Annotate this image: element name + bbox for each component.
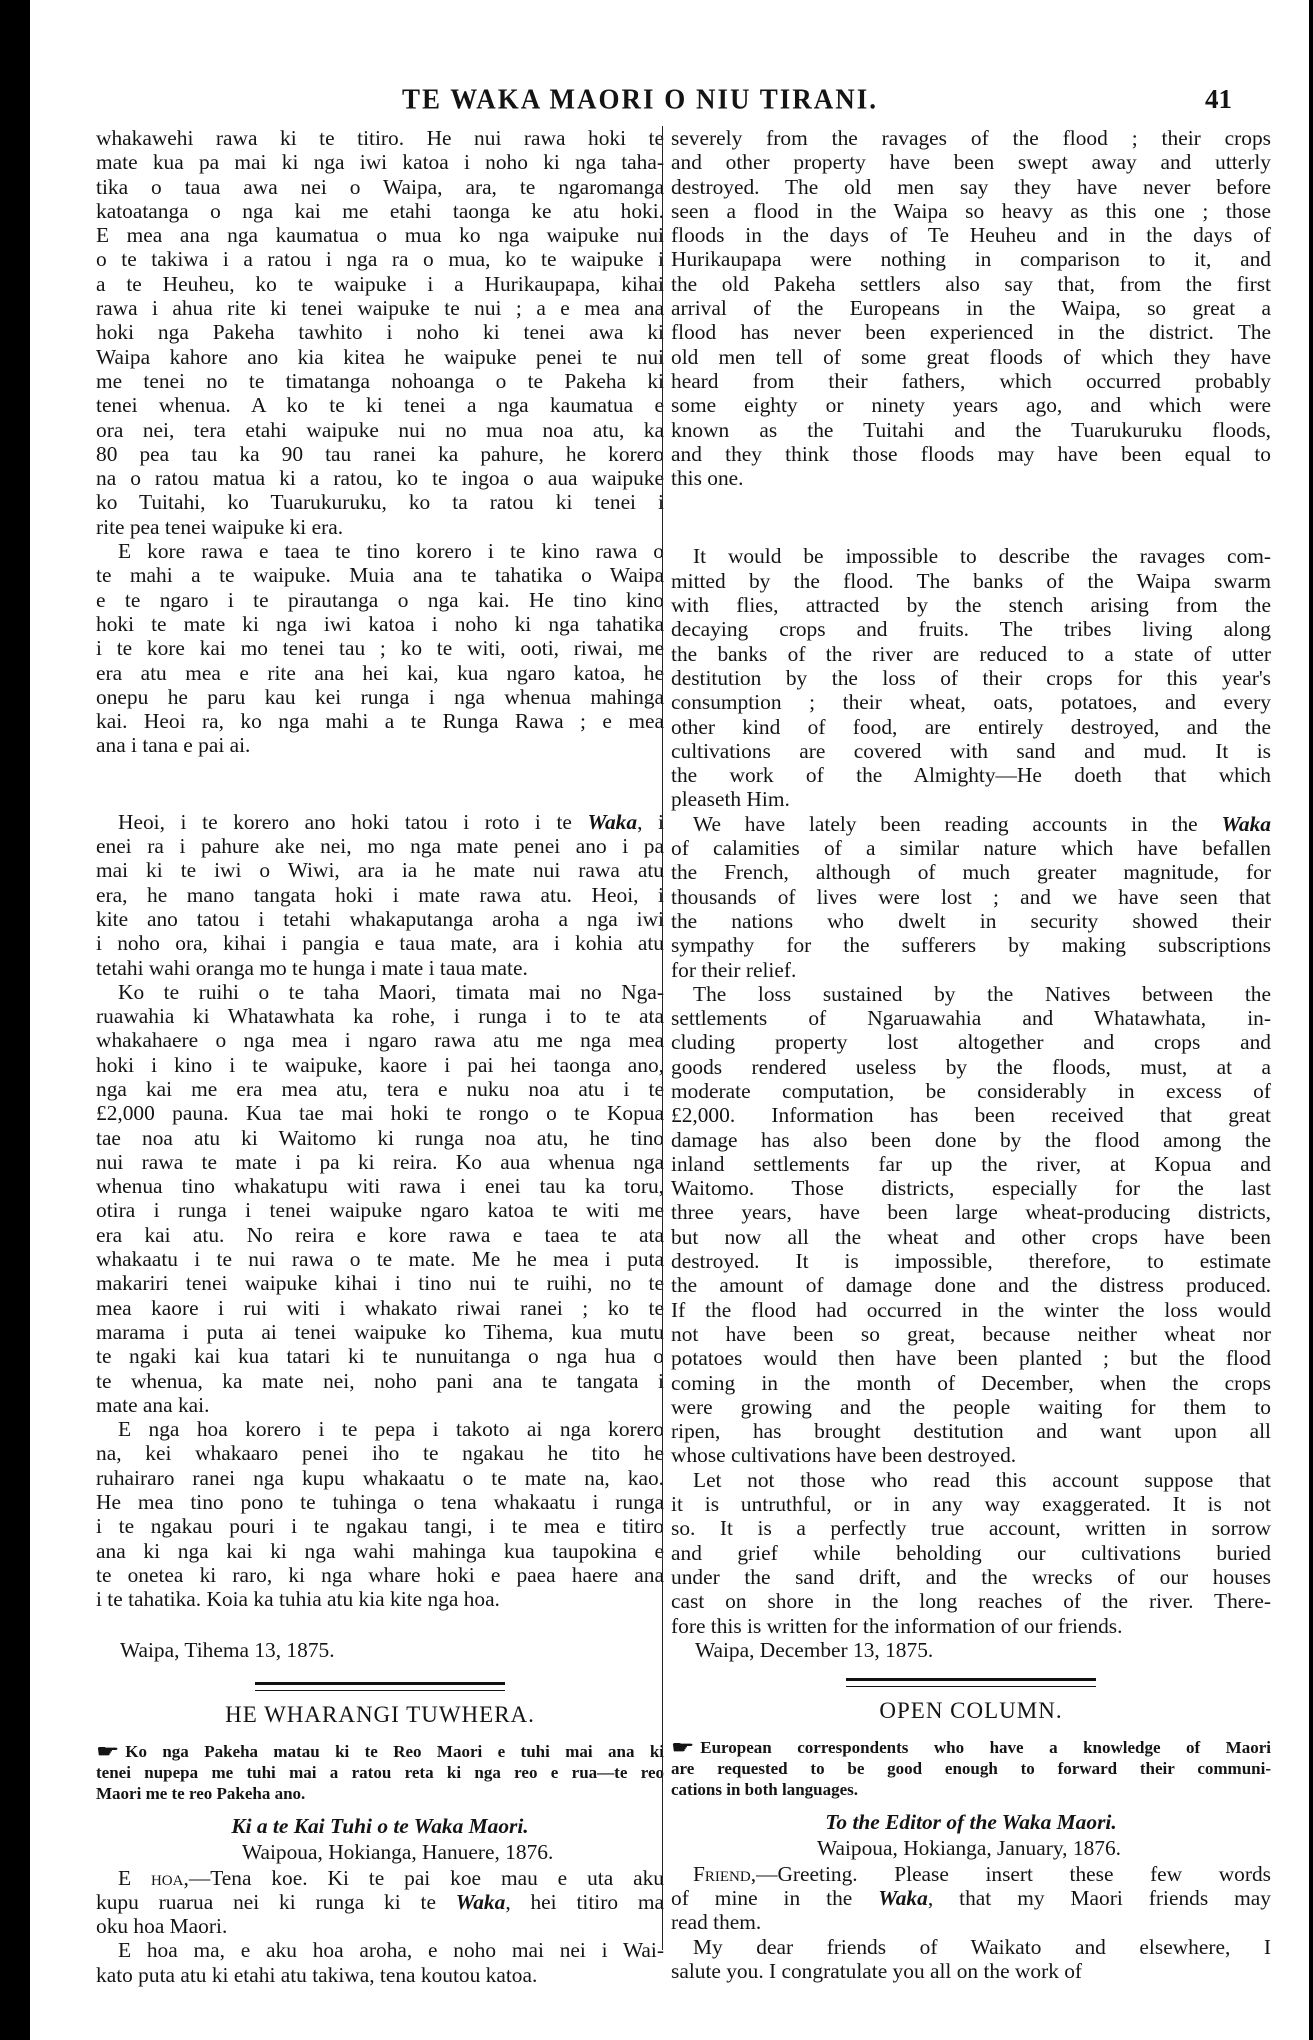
letter-address: To the Editor of the Waka Maori. [825,1809,1117,1834]
text-line: goods rendered useless by the floods, must, at a [671,1054,1271,1079]
text-line: some eighty or ninety years ago, and which were [671,393,1271,418]
text-line: so. It is a perfectly true account, written in sorrow [671,1516,1271,1541]
text-line: old men tell of some great floods of which they have [671,344,1271,369]
letter-line: E hoa,—Tena koe. Ki te pai koe mau e uta aku [118,1865,664,1890]
text-line: nui rawa te mate i pa ki reira. Ko aua whenua nga [96,1149,664,1174]
text-line: mitted by the flood. The banks of the Waipa swarm [671,568,1271,593]
notice: ☛ Ko nga Pakeha matau ki te Reo Maori e tuhi mai ana ki tenei nupepa me tuhi mai a ratou reta ki nga reo e rua—te reo Maori me te reo Pakeha ano. [96,1741,664,1803]
text-line: of calamities of a similar nature which have befallen [671,836,1271,861]
text-line: onepu he paru kau kei runga i nga whenua mahinga [96,684,664,709]
text-line: 80 pea tau ka 90 tau ranei ka pahure, he korero [96,441,664,466]
text-line: for their relief. [671,957,797,982]
text-line: E nga hoa korero i te pepa i takoto ai nga korero [118,1417,664,1442]
text-line: whakawehi rawa ki te titiro. He nui rawa hoki te [96,126,664,150]
text-line: te whenua, ka mate nei, noho pani ana te tangata i [96,1368,664,1393]
waka-italic: Waka [878,1886,928,1911]
text-line: mate kua pa mai ki nga iwi katoa i noho ki nga taha- [96,150,664,175]
text-line: pleaseth Him. [671,787,790,812]
letter-line: kupu ruarua nei ki runga ki te Waka, hei titiro ma [96,1889,664,1914]
text-line: It would be impossible to describe the ravages com- [693,544,1271,569]
text-line: seen a flood in the Waipa so heavy as this one ; those [671,198,1271,223]
signoff: Waipa, Tihema 13, 1875. [120,1637,335,1662]
text-line: settlements of Ngaruawahia and Whatawhata, in- [671,1006,1271,1031]
text-line: tetahi wahi oranga mo te hunga i mate i taua mate. [96,955,528,980]
text-line: a te Heuheu, ko te waipuke i a Hurikaupapa, kihai [96,271,664,296]
text-line: tenei whenua. A ko te ki tenei a nga kaumatua e [96,393,664,418]
text-line: hoki te mate ki nga iwi katoa i noho ki nga tahatika [96,611,664,636]
text-line: and they think those floods may have been equal to [671,441,1271,466]
text-line: Let not those who read this account suppose that [693,1467,1271,1492]
text-line: mea kaore i rui witi i whakato riwai ranei ; ko te [96,1295,664,1320]
text-line: with flies, attracted by the stench arising from the [671,593,1271,618]
text-line: Waitomo. Those districts, especially for the last [671,1176,1271,1201]
text-line: Waipa kahore ano kia kitea he waipuke penei te nui [96,344,664,369]
text-line: ana i tana e pai ai. [96,733,251,758]
text-line: the old Pakeha settlers also say that, from the first [671,271,1271,296]
text-line: cluding property lost altogether and crops and [671,1030,1271,1055]
text-line: coming in the month of December, when the crops [671,1370,1271,1395]
text-line: e te ngaro i te pirautanga o nga kai. He tino kino [96,587,664,612]
text-line: salute you. I congratulate you all on the work of [671,1959,1083,1983]
section-heading: HE WHARANGI TUWHERA. [225,1701,535,1727]
text-line: severely from the ravages of the flood ; their crops [671,126,1271,150]
spacer [96,758,664,810]
text-line: the work of the Almighty—He doeth that which [671,763,1271,788]
spacer [671,490,1271,544]
text-line: ana ki nga kai ki nga wahi mahinga kua taupokina e [96,1538,664,1563]
text-line: it is untruthful, or in any way exaggerated. It is not [671,1492,1271,1517]
text-line: moderate computation, be considerably in excess of [671,1078,1271,1103]
text-line: na o ratou matua ki a ratou, ko te ingoa o aua waipuke [96,466,664,491]
text-line: era atu mea e rite ana hei kai, kua ngaro katoa, he [96,660,664,685]
text-line: makariri tenei waipuke kihai i tino nui te ruihi, no te [96,1271,664,1296]
page-number: 41 [1205,84,1232,114]
text-line: and other property have been swept away and utterly [671,150,1271,175]
text-line: heard from their fathers, which occurred probably [671,368,1271,393]
text-line: other kind of food, are entirely destroyed, and the [671,714,1271,739]
text-line: damage has also been done by the flood among the [671,1127,1271,1152]
text-line: i te ngakau pouri i te ngakau tangi, i te mea e titiro [96,1514,664,1539]
signoff: Waipa, December 13, 1875. [695,1637,934,1662]
text-line: tae noa atu ki Waitomo ki runga noa atu, he tino [96,1125,664,1150]
paragraph-first-line: We have lately been reading accounts in the Waka [693,811,1271,836]
text-line: £2,000. Information has been received that great [671,1103,1271,1128]
text-line: te ngaki kai kua tatari ki te nunuitanga o nga hua o [96,1344,664,1369]
letter-line: read them. [671,1910,762,1935]
text-line: katoatanga o nga kai me etahi taonga ke atu hoki. [96,198,664,223]
waka-italic: Waka [1221,811,1271,836]
pointing-hand-icon: ☛ [671,1737,695,1757]
letter-line: of mine in the Waka, that my Maori friends may [671,1886,1271,1911]
text-line: under the sand drift, and the wrecks of our houses [671,1564,1271,1589]
english-column [662,126,1271,1983]
text-line: this one. [671,466,744,491]
text-line: te onetea ki raro, ki nga whare hoki e paea haere ana [96,1562,664,1587]
text-line: cast on shore in the long reaches of the river. There- [671,1589,1271,1614]
text-line: £2,000 pauna. Kua tae mai hoki te rongo o te Kopua [96,1101,664,1126]
letter-dateline: Waipoua, Hokianga, January, 1876. [817,1835,1122,1860]
paragraph [96,1938,664,1987]
text-line: rawa i ahua rite ki tenei waipuke te nui ; a e mea ana [96,296,664,321]
text-line: flood has never been experienced in the district. The [671,320,1271,345]
paragraph [671,126,1271,490]
text-line: If the flood had occurred in the winter the loss would [671,1297,1271,1322]
letter-dateline: Waipoua, Hokianga, Hanuere, 1876. [242,1839,554,1864]
letter-line: Friend,—Greeting. Please insert these few words [693,1861,1271,1886]
text-line: era kai atu. No reira e kore rawa e taea te ata [96,1222,664,1247]
text-line: whenua tino whakatupu witi rawa i enei tau ka toru, [96,1174,664,1199]
text-line: potatoes would then have been planted ; but the flood [671,1346,1271,1371]
notice: ☛ European correspondents who have a knowledge of Maori are requested to be good enough to forward their communi- cations in both languages. [671,1737,1271,1799]
text-line: me tenei no te timatanga nohoanga o te Pakeha ki [96,368,664,393]
spacer [96,1612,664,1638]
text-line: arrival of the Europeans in the Waipa, so great a [671,296,1271,321]
newspaper-page [30,0,1309,2040]
paragraph [96,539,664,758]
maori-column [96,126,664,1987]
text-line: sympathy for the sufferers by making subscriptions [671,933,1271,958]
text-line: hoki i kino i te waipuke, kaore i pai hei taonga ano, [96,1052,664,1077]
text-line: tika o taua awa nei o Waipa, ara, te ngaromanga [96,174,664,199]
text-line: known as the Tuitahi and the Tuarukuruku floods, [671,417,1271,442]
text-line: kai. Heoi ra, ko nga mahi a te Runga Rawa ; e mea [96,709,664,734]
text-line: hoki nga Pakeha tawhito i noho ki tenei awa ki [96,320,664,345]
paragraph [671,544,1271,811]
text-line: The loss sustained by the Natives between the [693,981,1271,1006]
paragraph [671,836,1271,982]
paragraph [671,1935,1271,1984]
paragraph [96,834,664,980]
text-line: kite ano tatou i tetahi whakaputanga aroha a nga iwi [96,906,664,931]
text-line: Ko te ruihi o te taha Maori, timata mai no Nga- [118,979,664,1004]
text-line: three years, have been large wheat-producing districts, [671,1200,1271,1225]
paragraph [96,1417,664,1611]
text-line: Hurikaupapa were nothing in comparison to it, and [671,247,1271,272]
text-line: mai ki te iwi o Wiwi, ara ia he mate nui rawa atu [96,858,664,883]
letter-address: Ki a te Kai Tuhi o te Waka Maori. [231,1813,529,1838]
paragraph-first-line: Heoi, i te korero ano hoki tatou i roto i te Waka, i [118,809,664,834]
text-line: ripen, has brought destitution and want upon all [671,1419,1271,1444]
text-line: destitution by the loss of their crops for this year's [671,665,1271,690]
text-line: and grief while beholding our cultivations buried [671,1540,1271,1565]
paragraph [96,126,664,539]
text-line: i te tahatika. Koia ka tuhia atu kia kite nga hoa. [96,1587,500,1612]
text-line: mate ana kai. [96,1392,210,1417]
masthead [30,84,1309,114]
text-line: whakahaere o nga mea i ngaro rawa atu me nga mea [96,1028,664,1053]
text-line: inland settlements far up the river, at Kopua and [671,1151,1271,1176]
waka-italic: Waka [455,1889,506,1914]
text-line: marama i puta ai tenei waipuke ko Tihema, kua mutu [96,1319,664,1344]
text-line: consumption ; their wheat, oats, potatoes, and every [671,690,1271,715]
double-rule-divider [846,1678,1096,1687]
salutation: E hoa, [118,1865,189,1890]
text-line: whose cultivations have been destroyed. [671,1443,1017,1468]
text-line: nga kai me era mea atu, tera e nuku noa atu i te [96,1076,664,1101]
text-line: era, he mano tangata hoki i mate rawa atu. Heoi, i [96,882,664,907]
text-line: ko Tuitahi, ko Tuarukuruku, ko ta ratou ki tenei i [96,490,664,515]
pointing-hand-icon: ☛ [96,1741,120,1761]
text-line: destroyed. It is impossible, therefore, to estimate [671,1249,1271,1274]
text-line: cultivations are covered with sand and mud. It is [671,738,1271,763]
text-line: decaying crops and fruits. The tribes living along [671,617,1271,642]
text-line: were growing and the people waiting for them to [671,1394,1271,1419]
paragraph [96,980,664,1417]
text-line: fore this is written for the information of our friends. [671,1613,1123,1638]
salutation: Friend, [693,1861,757,1886]
text-line: rite pea tenei waipuke ki era. [96,514,344,539]
double-rule-divider [255,1682,505,1691]
text-line: not have been so great, because neither wheat nor [671,1321,1271,1346]
text-line: E mea ana nga kaumatua o mua ko nga waipuke nui [96,223,664,248]
text-line: the amount of damage done and the distress produced. [671,1273,1271,1298]
text-line: the nations who dwelt in security showed their [671,908,1271,933]
text-line: te mahi a te waipuke. Muia ana te tahatika o Waipa [96,563,664,588]
text-line: whakaatu i te nui rawa o te mate. Me he mea i puta [96,1247,664,1272]
text-line: the French, although of much greater magnitude, for [671,860,1271,885]
section-heading: OPEN COLUMN. [879,1697,1063,1723]
text-line: E kore rawa e taea te tino korero i te kino rawa o [118,539,664,564]
text-line: but now all the wheat and other crops have been [671,1224,1271,1249]
text-line: otira i runga i tenei waipuke ngaro katoa te witi me [96,1198,664,1223]
newspaper-title: TE WAKA MAORI O NIU TIRANI. [401,83,879,115]
text-line: floods in the days of Te Heuheu and in the days of [671,223,1271,248]
text-line: na, kei whakaaro penei iho te ngakau he tito he [96,1441,664,1466]
text-line: My dear friends of Waikato and elsewhere, I [693,1934,1271,1959]
text-line: enei ra i pahure ake nei, mo nga mate penei ano i pa [96,834,664,859]
waka-italic: Waka [587,809,638,834]
paragraph [671,1468,1271,1638]
text-line: o te takiwa i a ratou i nga ra o mua, ko te waipuke i [96,247,664,272]
text-line: ruawahia ki Whatawhata ka rohe, i runga i to te ata [96,1004,664,1029]
text-line: i noho ora, kihai i pangia e taua mate, ara i kohia atu [96,931,664,956]
text-line: He mea tino pono te tuhinga o tena whakaatu i runga [96,1490,664,1515]
paragraph [671,982,1271,1468]
text-line: thousands of lives were lost ; and we have seen that [671,884,1271,909]
text-line: ora nei, tera etahi waipuke nui no mua noa atu, ka [96,417,664,442]
text-line: kato puta atu ki etahi atu takiwa, tena koutou katoa. [96,1962,538,1987]
text-line: the banks of the river are reduced to a state of utter [671,641,1271,666]
text-line: i te kore kai mo tenei tau ; ko te witi, ooti, riwai, me [96,636,664,661]
text-line: destroyed. The old men say they have never before [671,174,1271,199]
letter-line: oku hoa Maori. [96,1914,228,1939]
text-line: ruhairaro ranei nga kupu whakaatu o te mate na, kao. [96,1465,664,1490]
text-line: E hoa ma, e aku hoa aroha, e noho mai nei i Wai- [118,1938,664,1963]
